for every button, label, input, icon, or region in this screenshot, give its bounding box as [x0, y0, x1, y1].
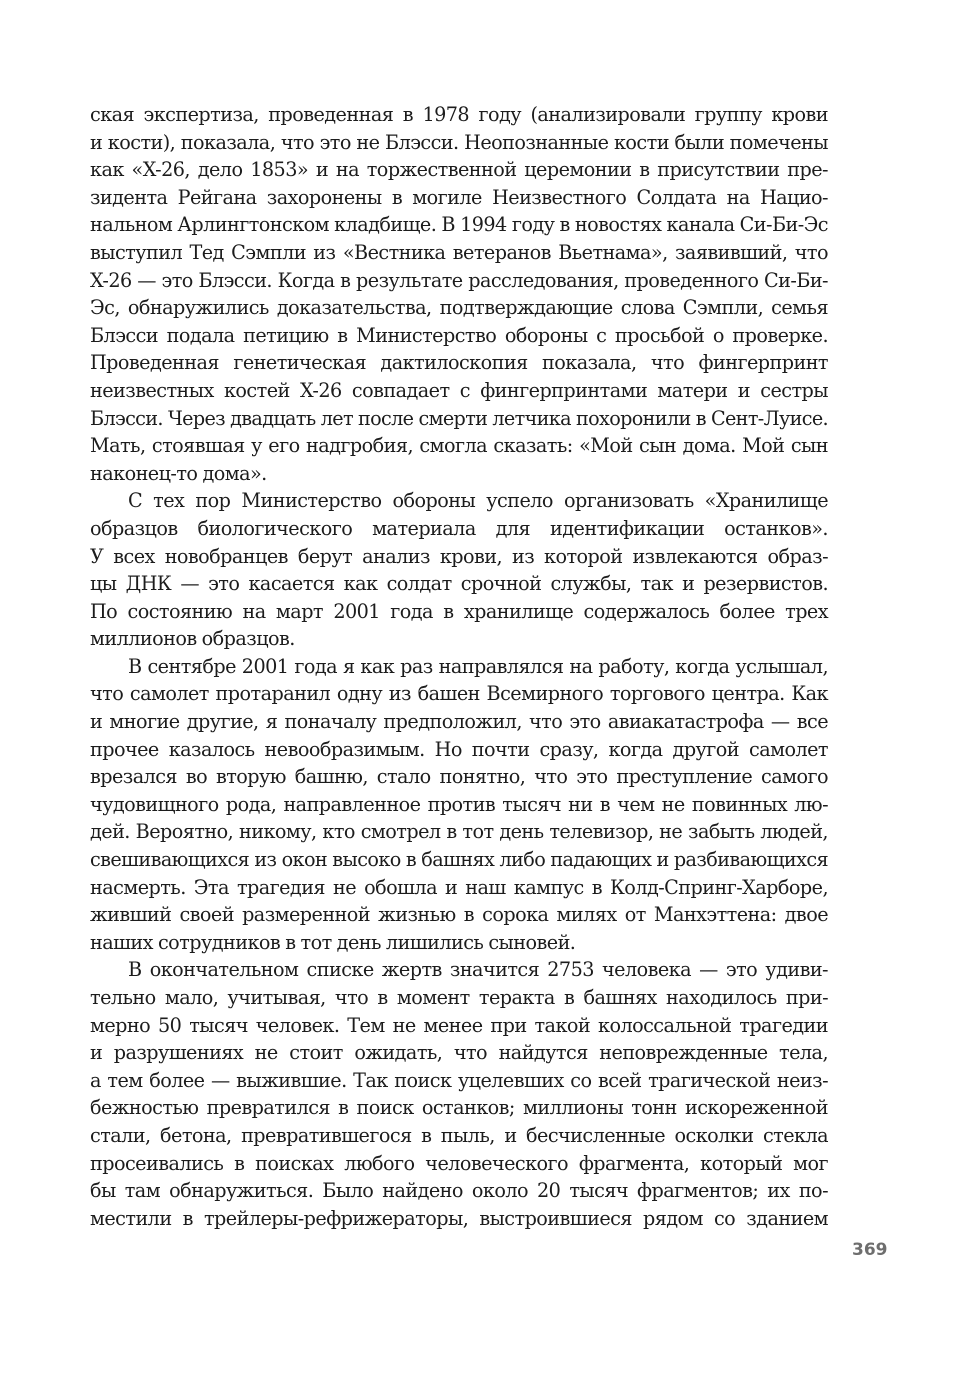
- text-line: Блэсси подала петицию в Министерство обороны с просьбой о проверке.: [90, 323, 828, 347]
- text-line: В сентябре 2001 года я как раз направлялся на работу, когда услышал,: [128, 654, 828, 678]
- text-line: нальном Арлингтонском кладбище. В 1994 году в новостях канала Си-Би-Эс: [90, 213, 828, 237]
- text-line: и многие другие, я поначалу предположил, что это авиакатастрофа — все: [90, 710, 828, 734]
- text-line: местили в трейлеры-рефрижераторы, выстроившиеся рядом со зданием: [90, 1206, 828, 1230]
- text-line: мерно 50 тысяч человек. Тем не менее при такой колоссальной трагедии: [90, 1013, 828, 1037]
- text-line: врезался во вторую башню, стало понятно, что это преступление самого: [90, 765, 828, 789]
- text-line: В окончательном списке жертв значится 2753 человека — это удиви-: [128, 958, 828, 982]
- text-line: и разрушениях не стоит ожидать, что найдутся неповрежденные тела,: [90, 1041, 828, 1065]
- text-line: стали, бетона, превратившегося в пыль, и бесчисленные осколки стекла: [90, 1123, 828, 1147]
- text-line: образцов биологического материала для идентификации останков».: [90, 516, 828, 540]
- text-line: зидента Рейгана захоронены в могиле Неизвестного Солдата на Нацио-: [90, 185, 828, 209]
- text-line: прочее казалось невообразимым. Но почти сразу, когда другой самолет: [90, 737, 828, 761]
- text-line: Блэсси. Через двадцать лет после смерти летчика похоронили в Сент-Луисе.: [90, 406, 828, 430]
- text-line: ская экспертиза, проведенная в 1978 году (анализировали группу крови: [90, 103, 828, 126]
- text-line: что самолет протаранил одну из башен Всемирного торгового центра. Как: [90, 682, 828, 706]
- text-line: бы там обнаружиться. Было найдено около 20 тысяч фрагментов; их по-: [90, 1179, 828, 1203]
- paragraph-1: [90, 101, 828, 487]
- text-line: Мать, стоявшая у его надгробия, смогла сказать: «Мой сын дома. Мой сын: [90, 434, 828, 458]
- text-line: По состоянию на март 2001 года в хранилище содержалось более трех: [90, 599, 828, 623]
- text-line: наших сотрудников в тот день лишились сыновей.: [90, 930, 576, 954]
- text-line: цы ДНК — это касается как солдат срочной службы, так и резервистов.: [90, 572, 828, 596]
- paragraph-2: [90, 487, 828, 653]
- text-line: Проведенная генетическая дактилоскопия показала, что фингерпринт: [90, 351, 828, 375]
- body-text: [90, 101, 828, 1232]
- paragraph-4: [90, 956, 828, 1232]
- text-line: как «X-26, дело 1853» и на торжественной церемонии в присутствии пре-: [90, 158, 828, 182]
- text-line: тельно мало, учитывая, что в момент теракта в башнях находилось при-: [90, 986, 828, 1009]
- text-line: наконец-то дома».: [90, 461, 267, 485]
- text-line: У всех новобранцев берут анализ крови, из которой извлекаются образ-: [90, 544, 828, 568]
- page-number: 369: [852, 1240, 888, 1260]
- text-line: а тем более — выжившие. Так поиск уцелевших со всей трагической неиз-: [90, 1068, 828, 1092]
- text-line: выступил Тед Сэмпли из «Вестника ветеранов Вьетнама», заявивший, что: [90, 240, 828, 264]
- text-line: неизвестных костей X-26 совпадает с фингерпринтами матери и сестры: [90, 378, 828, 402]
- text-line: и кости), показала, что это не Блэсси. Неопознанные кости были помечены: [90, 130, 828, 154]
- text-line: Эс, обнаружились доказательства, подтверждающие слова Сэмпли, семья: [90, 296, 828, 320]
- text-line: насмерть. Эта трагедия не обошла и наш кампус в Колд-Спринг-Харборе,: [90, 875, 828, 899]
- paragraph-3: [90, 653, 828, 957]
- text-line: чудовищного рода, направленное против тысяч ни в чем не повинных лю-: [90, 792, 828, 816]
- text-line: дей. Вероятно, никому, кто смотрел в тот день телевизор, не забыть людей,: [90, 820, 828, 844]
- text-line: С тех пор Министерство обороны успело организовать «Хранилище: [128, 489, 828, 513]
- text-line: миллионов образцов.: [90, 627, 295, 651]
- text-line: бежностью превратился в поиск останков; миллионы тонн искореженной: [90, 1096, 828, 1120]
- text-line: живший своей размеренной жизнью в сорока милях от Манхэттена: двое: [90, 903, 828, 927]
- text-line: свешивающихся из окон высоко в башнях либо падающих и разбивающихся: [90, 848, 828, 872]
- text-line: X-26 — это Блэсси. Когда в результате расследования, проведенного Си-Би-: [90, 268, 828, 292]
- text-line: просеивались в поисках любого человеческого фрагмента, который мог: [90, 1151, 828, 1175]
